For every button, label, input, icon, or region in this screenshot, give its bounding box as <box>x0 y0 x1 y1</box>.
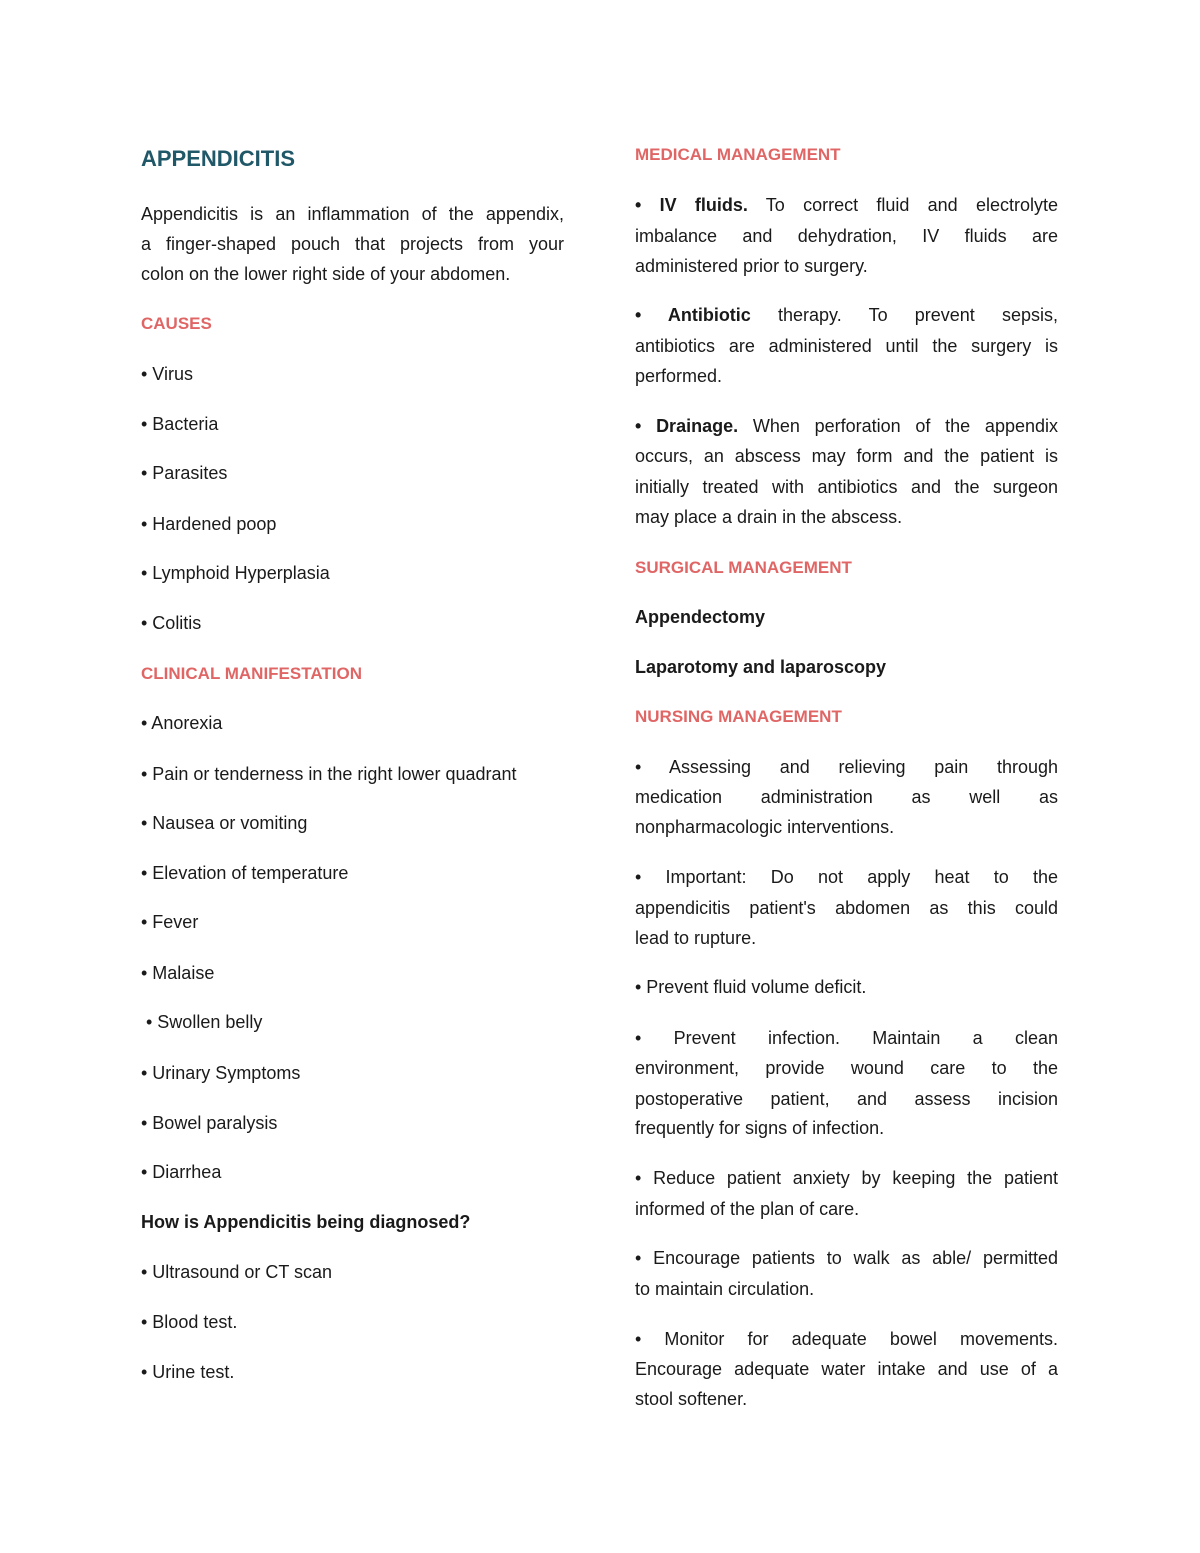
diagnosis-item: • Urine test. <box>141 1362 235 1382</box>
clinical-item: • Fever <box>141 912 199 932</box>
bullet: • <box>635 195 660 215</box>
document-title: APPENDICITIS <box>141 146 296 171</box>
diagnosis-question: How is Appendicitis being diagnosed? <box>141 1212 471 1232</box>
nursing-item-line: appendicitis patient's abdomen as this could <box>635 898 1058 918</box>
intro-line: a finger-shaped pouch that projects from your <box>141 234 564 254</box>
clinical-item: • Swollen belly <box>141 1012 263 1032</box>
nursing-item-line: postoperative patient, and assess incision <box>635 1089 1058 1109</box>
nursing-item-line: medication administration as well as <box>635 787 1058 807</box>
bullet: • <box>635 305 668 325</box>
clinical-item: • Malaise <box>141 963 215 983</box>
medical-item-antibiotic <box>635 300 1058 330</box>
intro-line: colon on the lower right side of your abdomen. <box>141 264 511 284</box>
clinical-item: • Bowel paralysis <box>141 1113 278 1133</box>
nursing-item-line: • Prevent infection. Maintain a clean <box>635 1028 1058 1048</box>
nursing-item-line: • Monitor for adequate bowel movements. <box>635 1329 1058 1349</box>
clinical-item: • Nausea or vomiting <box>141 813 308 833</box>
drainage-text: When perforation of the appendix <box>738 416 1058 436</box>
medical-item-iv-fluids <box>635 190 1058 220</box>
nursing-item-line: Encourage adequate water intake and use of a <box>635 1359 1058 1379</box>
medical-item-line: may place a drain in the abscess. <box>635 507 903 527</box>
nursing-item-line: environment, provide wound care to the <box>635 1058 1058 1078</box>
cause-item: • Hardened poop <box>141 514 277 534</box>
medical-item-drainage <box>635 411 1058 441</box>
clinical-item: • Pain or tenderness in the right lower quadrant <box>141 764 517 784</box>
cause-item: • Bacteria <box>141 414 219 434</box>
intro-line: Appendicitis is an inflammation of the appendix, <box>141 204 564 224</box>
medical-item-line: initially treated with antibiotics and the surgeon <box>635 477 1058 497</box>
iv-fluids-term: IV fluids. <box>659 195 748 215</box>
medical-item-line: antibiotics are administered until the surgery is <box>635 336 1058 356</box>
clinical-item: • Elevation of temperature <box>141 863 349 883</box>
nursing-item-line: • Reduce patient anxiety by keeping the patient <box>635 1168 1058 1188</box>
nursing-item-line: to maintain circulation. <box>635 1279 815 1299</box>
cause-item: • Lymphoid Hyperplasia <box>141 563 330 583</box>
antibiotic-text: therapy. To prevent sepsis, <box>750 305 1059 325</box>
medical-item-line: occurs, an abscess may form and the patient is <box>635 446 1058 466</box>
diagnosis-item: • Blood test. <box>141 1312 238 1332</box>
medical-item-line: performed. <box>635 366 723 386</box>
nursing-item-line: • Prevent fluid volume deficit. <box>635 977 867 997</box>
clinical-item: • Diarrhea <box>141 1162 222 1182</box>
causes-heading: CAUSES <box>141 314 212 333</box>
nursing-item-line: • Encourage patients to walk as able/ permitted <box>635 1248 1058 1268</box>
medical-item-line: administered prior to surgery. <box>635 256 868 276</box>
cause-item: • Parasites <box>141 463 228 483</box>
nursing-management-heading: NURSING MANAGEMENT <box>635 707 842 726</box>
antibiotic-term: Antibiotic <box>667 305 751 325</box>
nursing-item-line: nonpharmacologic interventions. <box>635 817 895 837</box>
nursing-item-line: frequently for signs of infection. <box>635 1118 885 1138</box>
surgical-item: Laparotomy and laparoscopy <box>635 657 887 677</box>
cause-item: • Virus <box>141 364 193 384</box>
iv-fluids-text: To correct fluid and electrolyte <box>747 195 1058 215</box>
cause-item: • Colitis <box>141 613 202 633</box>
medical-item-line: imbalance and dehydration, IV fluids are <box>635 226 1058 246</box>
clinical-item: • Urinary Symptoms <box>141 1063 301 1083</box>
surgical-management-heading: SURGICAL MANAGEMENT <box>635 558 852 577</box>
bullet: • <box>635 416 657 436</box>
clinical-item: • Anorexia <box>141 713 223 733</box>
surgical-item: Appendectomy <box>635 607 766 627</box>
nursing-item-line: lead to rupture. <box>635 928 757 948</box>
nursing-item-line: informed of the plan of care. <box>635 1199 860 1219</box>
clinical-heading: CLINICAL MANIFESTATION <box>141 664 362 683</box>
diagnosis-item: • Ultrasound or CT scan <box>141 1262 333 1282</box>
medical-management-heading: MEDICAL MANAGEMENT <box>635 145 841 164</box>
nursing-item-line: • Important: Do not apply heat to the <box>635 867 1058 887</box>
drainage-term: Drainage. <box>656 416 739 436</box>
nursing-item-line: stool softener. <box>635 1389 748 1409</box>
nursing-item-line: • Assessing and relieving pain through <box>635 757 1058 777</box>
